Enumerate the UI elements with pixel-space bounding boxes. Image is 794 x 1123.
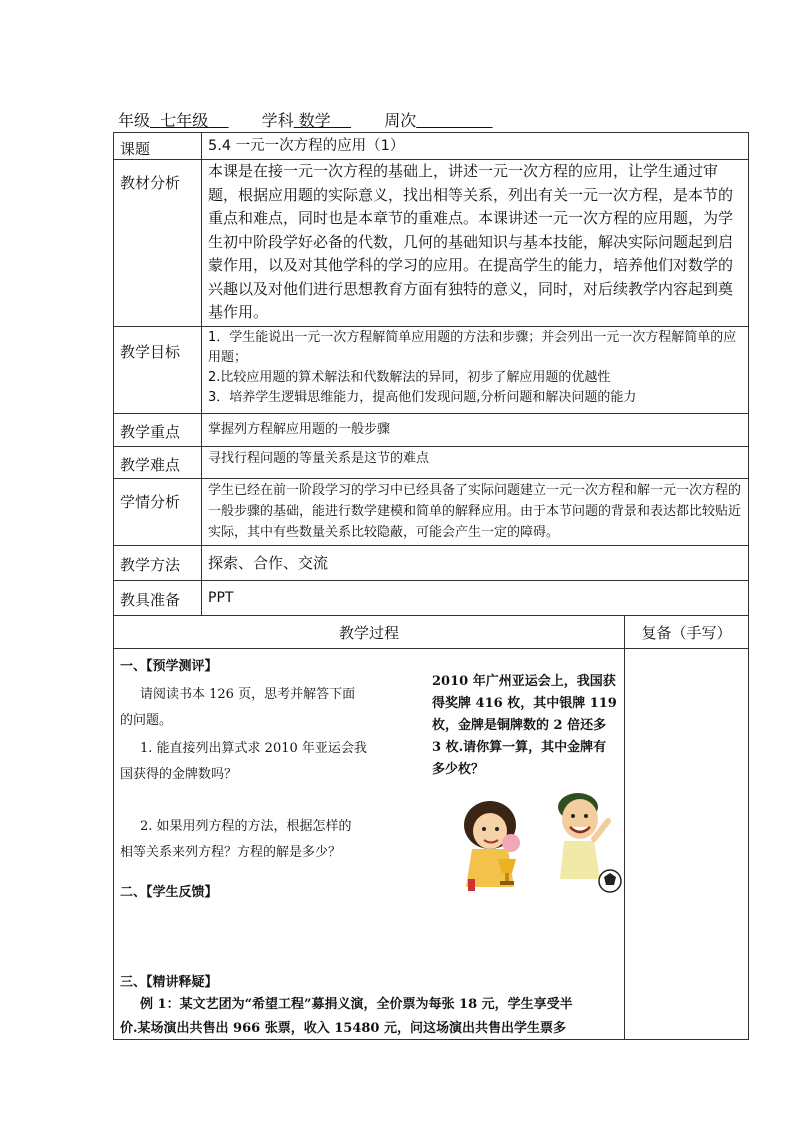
difficulty-text: 寻找行程问题的等量关系是这节的难点 (202, 446, 749, 478)
problem-line: 枚，金牌是铜牌数的 2 倍还多 (432, 717, 607, 733)
subject-value: 数学 (298, 111, 331, 130)
intro-line: 请阅读书本 126 页，思考并解答下面 (140, 686, 356, 702)
subject-field: 学科 数学 (261, 111, 331, 130)
week-field: 周次 (384, 111, 417, 130)
girl-with-trophy-illustration (454, 787, 534, 897)
row-key-point (114, 413, 749, 446)
objective-item: 1．学生能说出一元一次方程解简单应用题的方法和步骤；并会列出一元一次方程解简单的应用题； (208, 329, 737, 365)
key-point-text: 掌握列方程解应用题的一般步骤 (202, 413, 749, 446)
row-student-analysis (114, 478, 749, 545)
question-1-line: 1. 能直接列出算式求 2010 年亚运会我 (140, 740, 367, 756)
process-content (114, 648, 625, 1039)
row-material-analysis (114, 160, 749, 327)
row-label: 教材分析 (114, 160, 202, 327)
row-objectives (114, 326, 749, 413)
header-line (118, 108, 521, 131)
topic-value: 5.4 一元一次方程的应用（1） (202, 133, 749, 160)
student-analysis-text: 学生已经在前一阶段学习的学习中已经具备了实际问题建立一元一次方程和解一元一次方程的一般步骤的基础，能进行数学建模和简单的解释应用。由于本节问题的背景和表达都比较贴近实际，其中有些数量关系比较隐蔽，可能会产生一定的障碍。 (202, 478, 749, 545)
row-process-header (114, 615, 749, 648)
notes-title: 复备（手写） (625, 615, 749, 648)
row-label: 教学难点 (114, 446, 202, 478)
question-2-line: 相等关系来列方程？方程的解是多少？ (120, 844, 342, 860)
example-1-line: 例 1：某文艺团为“希望工程”募捐义演，全价票为每张 18 元，学生享受半 (140, 996, 573, 1012)
row-label: 教学方法 (114, 545, 202, 580)
row-label: 教学目标 (114, 326, 202, 413)
example-1-line: 价.某场演出共售出 966 张票，收入 15480 元，问这场演出共售出学生票多 (120, 1020, 566, 1036)
problem-line: 得奖牌 416 枚，其中银牌 119 (432, 695, 617, 711)
problem-line: 2010 年广州亚运会上，我国获 (432, 673, 616, 689)
process-title: 教学过程 (114, 615, 625, 648)
objectives-list (202, 326, 749, 413)
section-feedback-title: 二、【学生反馈】 (120, 884, 218, 900)
section-pretest-title: 一、【预学测评】 (120, 658, 218, 674)
method-text: 探索、合作、交流 (202, 545, 749, 580)
boy-with-soccer-ball-illustration (544, 781, 626, 896)
row-label: 学情分析 (114, 478, 202, 545)
row-topic (114, 133, 749, 160)
problem-line: 3 枚.请你算一算，其中金牌有 (432, 739, 607, 755)
section-explanation-title: 三、【精讲释疑】 (120, 974, 218, 990)
row-process-body (114, 648, 749, 1039)
row-tools (114, 580, 749, 615)
grade-field: 年级 七年级 (118, 111, 209, 130)
objective-item: 2.比较应用题的算术解法和代数解法的异同，初步了解应用题的优越性 (208, 369, 611, 385)
question-2-line: 2. 如果用列方程的方法，根据怎样的 (140, 818, 352, 834)
problem-line: 多少枚？ (432, 761, 485, 777)
lesson-plan-table (113, 132, 749, 1040)
row-label: 教学重点 (114, 413, 202, 446)
medal-problem (432, 671, 617, 781)
objective-item: 3．培养学生逻辑思维能力，提高他们发现问题,分析问题和解决问题的能力 (208, 389, 637, 405)
grade-value: 七年级 (160, 111, 209, 130)
question-1-line: 国获得的金牌数吗？ (120, 766, 238, 782)
intro-line: 的问题。 (120, 712, 173, 728)
row-method (114, 545, 749, 580)
tools-text: PPT (202, 580, 749, 615)
row-label: 教具准备 (114, 580, 202, 615)
row-label: 课题 (114, 133, 202, 160)
notes-column (625, 648, 749, 1039)
row-difficulty (114, 446, 749, 478)
material-analysis-text: 本课是在接一元一次方程的基础上，讲述一元一次方程的应用，让学生通过审题，根据应用题的实际意义，找出相等关系，列出有关一元一次方程，是本节的重点和难点，同时也是本章节的重难点。本课讲述一元一次方程的应用题，为学生初中阶段学好必备的代数，几何的基础知识与基本技能，解决实际问题起到启蒙作用，以及对其他学科的学习的应用。在提高学生的能力，培养他们对数学的兴趣以及对他们进行思想教育方面有独特的意义，同时，对后续教学内容起到奠基作用。 (202, 160, 749, 327)
